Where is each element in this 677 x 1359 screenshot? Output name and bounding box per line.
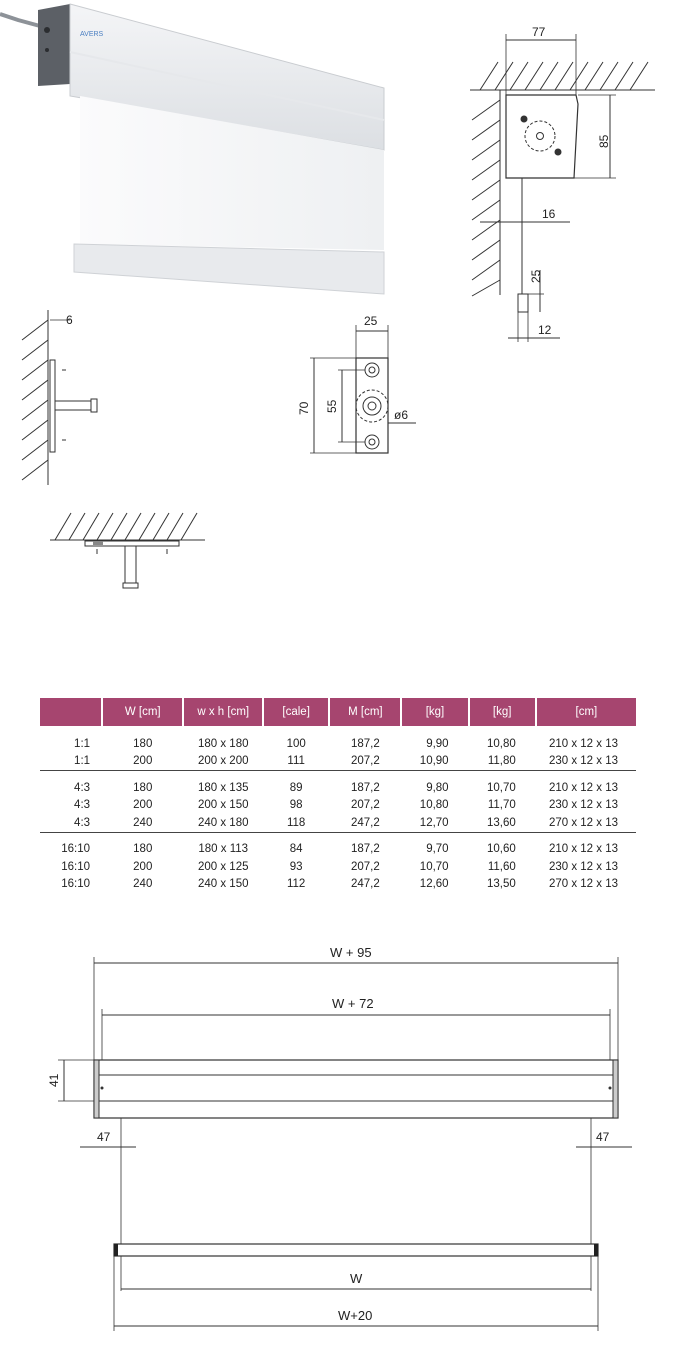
ceiling-hatch (470, 62, 655, 90)
mounting-plate-front (290, 305, 420, 465)
table-cell: 210 x 12 x 13 (548, 781, 618, 794)
table-cell: 84 (289, 843, 303, 856)
mounting-plate-side (50, 360, 55, 452)
table-cell: 10,80 (419, 799, 449, 812)
table-cell: 4:3 (74, 816, 91, 829)
table-cell: 240 (133, 878, 153, 891)
table-cell: 93 (289, 860, 303, 873)
dim-6: 6 (66, 313, 73, 327)
dim-12: 12 (538, 323, 552, 337)
table-cell: 12,60 (419, 878, 449, 891)
table-cell: 9,70 (426, 843, 449, 856)
table-cell: 207,2 (350, 860, 380, 873)
table-cell: 111 (287, 755, 305, 768)
header-cell: M [cm] (329, 698, 401, 726)
dim-w: W (350, 1271, 363, 1286)
dim-inner-width: W + 72 (332, 996, 374, 1011)
bottom-bar-front (114, 1244, 598, 1256)
wall-hatch (22, 310, 48, 485)
dim-bar-width: W+20 (338, 1308, 373, 1323)
table-cell: 10,90 (419, 755, 449, 768)
table-cell: 187,2 (350, 781, 380, 794)
table-cell: 230 x 12 x 13 (548, 799, 618, 812)
table-cell: 230 x 12 x 13 (548, 860, 618, 873)
dim-right-offset: 47 (596, 1130, 610, 1144)
table-cell: 200 (133, 755, 153, 768)
table-cell: 13,60 (486, 816, 516, 829)
table-cell: 16:10 (61, 843, 91, 856)
table-cell: 180 (133, 737, 153, 750)
table-cell: 118 (286, 816, 306, 829)
dim-16: 16 (542, 207, 556, 221)
table-cell: 1:1 (74, 755, 91, 768)
header-cell (40, 698, 102, 726)
table-cell: 10,80 (486, 737, 516, 750)
table-cell: 180 x 135 (197, 781, 249, 794)
table-cell: 180 (133, 781, 153, 794)
dim-85: 85 (597, 134, 611, 148)
header-cell: [kg] (401, 698, 468, 726)
header-cell: [cale] (263, 698, 329, 726)
table-row (40, 876, 636, 894)
table-cell: 200 x 150 (197, 799, 249, 812)
table-row (40, 797, 636, 815)
table-cell: 11,80 (487, 755, 516, 768)
table-cell: 207,2 (350, 799, 380, 812)
table-cell: 187,2 (350, 737, 380, 750)
housing-end-cap (38, 4, 70, 86)
table-cell: 16:10 (61, 878, 91, 891)
table-separator (40, 832, 636, 841)
table-cell: 9,80 (426, 781, 449, 794)
table-cell: 200 x 125 (197, 860, 249, 873)
power-cable (0, 14, 40, 26)
table-cell: 247,2 (350, 816, 380, 829)
table-cell: 89 (289, 781, 303, 794)
table-cell: 270 x 12 x 13 (548, 878, 618, 891)
product-photo (0, 0, 400, 300)
housing-profile (506, 95, 578, 178)
table-row (40, 779, 636, 797)
table-cell: 180 x 113 (198, 843, 249, 856)
table-cell: 100 (286, 737, 306, 750)
table-cell: 16:10 (61, 860, 91, 873)
table-cell: 200 (133, 799, 153, 812)
table-cell: 247,2 (350, 878, 380, 891)
dim-plate-diameter: ø6 (394, 408, 409, 422)
table-cell: 200 x 200 (197, 755, 249, 768)
side-section-view (460, 20, 670, 350)
table-cell: 240 (133, 816, 153, 829)
table-cell: 11,70 (487, 799, 516, 812)
ceiling-hatch (50, 513, 205, 540)
dim-height-41: 41 (47, 1073, 61, 1087)
bottom-weight-bar (74, 244, 384, 294)
table-cell: 11,60 (487, 860, 516, 873)
table-cell: 1:1 (74, 737, 91, 750)
table-header-row (40, 698, 636, 726)
table-row (40, 814, 636, 832)
table-cell: 210 x 12 x 13 (548, 737, 618, 750)
table-cell: 112 (286, 878, 306, 891)
bottom-bar-profile (518, 294, 528, 312)
table-cell: 98 (289, 799, 303, 812)
housing-front (94, 1060, 618, 1118)
table-row (40, 841, 636, 859)
table-separator (40, 771, 636, 780)
header-cell: w x h [cm] (183, 698, 263, 726)
ceiling-mount-view (45, 505, 215, 600)
table-cell: 10,70 (486, 781, 516, 794)
table-cell: 200 (133, 860, 153, 873)
dim-plate-55: 55 (325, 399, 339, 413)
table-cell: 210 x 12 x 13 (548, 843, 618, 856)
table-cell: 9,90 (426, 737, 449, 750)
table-row (40, 858, 636, 876)
header-cell: W [cm] (102, 698, 183, 726)
table-cell: 4:3 (74, 781, 91, 794)
table-cell: 180 (133, 843, 153, 856)
table-cell: 240 x 180 (197, 816, 249, 829)
table-cell: 207,2 (350, 755, 380, 768)
table-cell: 180 x 180 (197, 737, 249, 750)
table-cell: 270 x 12 x 13 (548, 816, 618, 829)
mounting-bolt (55, 401, 93, 410)
dim-left-offset: 47 (97, 1130, 111, 1144)
dim-plate-25: 25 (364, 314, 378, 328)
table-cell: 187,2 (350, 843, 380, 856)
header-cell: [kg] (469, 698, 536, 726)
wall-hatch (472, 90, 500, 296)
table-cell: 12,70 (419, 816, 449, 829)
dim-25: 25 (529, 269, 543, 283)
wall-bracket-view (10, 300, 120, 495)
ceiling-bolt (125, 546, 136, 584)
front-elevation (40, 935, 650, 1335)
table-cell: 13,50 (486, 878, 516, 891)
dim-total-width: W + 95 (330, 945, 372, 960)
table-cell: 230 x 12 x 13 (548, 755, 618, 768)
dim-77: 77 (532, 25, 546, 39)
table-row (40, 753, 636, 771)
table-cell: 10,60 (486, 843, 516, 856)
table-spacer (40, 726, 636, 735)
dim-plate-70: 70 (297, 401, 311, 415)
brand-logo: AVERS (80, 31, 104, 38)
spec-table (40, 698, 636, 893)
table-cell: 4:3 (74, 799, 91, 812)
table-row (40, 735, 636, 753)
table-cell: 240 x 150 (197, 878, 249, 891)
header-cell: [cm] (536, 698, 636, 726)
table-cell: 10,70 (419, 860, 449, 873)
